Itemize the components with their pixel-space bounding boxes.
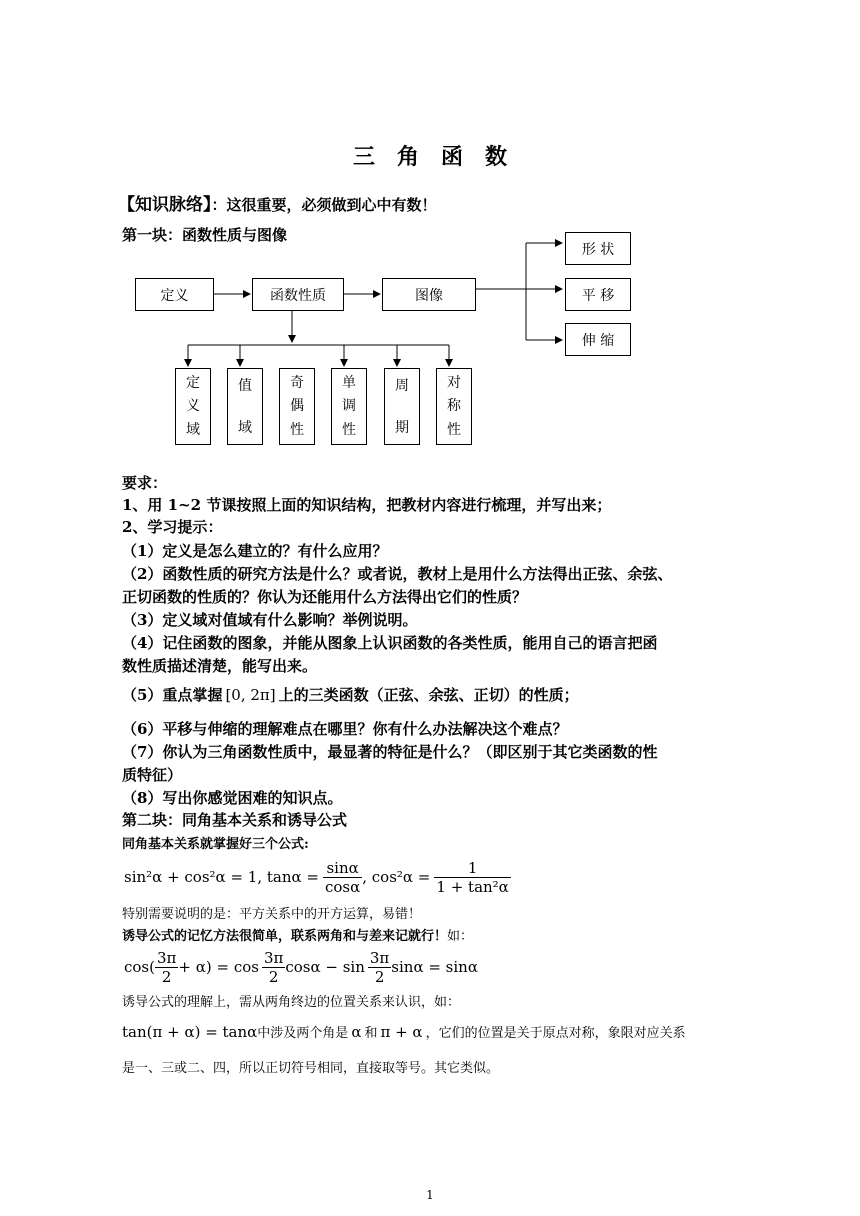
prop-period: 周 期 [384, 368, 420, 445]
block2-heading: 第二块：同角基本关系和诱导公式 [122, 811, 348, 829]
hint-6: （6）平移与伸缩的理解难点在哪里？你有什么办法解决这个难点？ [122, 720, 568, 738]
requirements-heading: 要求： [122, 474, 168, 492]
page-title: 三 角 函 数 [352, 144, 507, 170]
interval-math: [0, 2π] [225, 686, 276, 704]
note-terminal-side: 诱导公式的理解上，需从两角终边的位置关系来认识，如： [122, 995, 461, 1010]
knowledge-text: ：这很重要，必须做到心中有数！ [211, 196, 437, 214]
hint-7b: 质特征） [122, 766, 183, 784]
prop-range: 值 域 [227, 368, 263, 445]
box-properties: 函数性质 [252, 278, 344, 311]
hint-4a: （4）记住函数的图象，并能从图象上认识函数的各类性质，能用自己的语言把函 [122, 634, 658, 652]
knowledge-label: 【知识脉络】 [118, 195, 212, 215]
box-definition: 定义 [135, 278, 214, 311]
paragraph-example-line2: 是一、三或二、四，所以正切符号相同，直接取等号。其它类似。 [122, 1061, 500, 1076]
hint-8: （8）写出你感觉困难的知识点。 [122, 789, 343, 807]
requirement-1: 1、用 1~2 节课按照上面的知识结构，把教材内容进行梳理，并写出来； [122, 496, 612, 514]
page-number: 1 [426, 1188, 434, 1202]
hint-7a: （7）你认为三角函数性质中，最显著的特征是什么？（即区别于其它类函数的性 [122, 743, 658, 761]
prop-monotonicity: 单 调 性 [331, 368, 367, 445]
hint-1: （1）定义是怎么建立的？有什么应用？ [122, 542, 388, 560]
block1-heading: 第一块：函数性质与图像 [122, 226, 288, 244]
formula-induction: cos( $\frac{3\pi}{2}$ + α) = cos $\frac{3\pi}{2}$ cosα − sin $\frac{3\pi}{2}$ sinα = sinα [124, 948, 478, 986]
note-square-root: 特别需要说明的是：平方关系中的开方运算，易错！ [122, 907, 422, 922]
hint-2b: 正切函数的性质的？你认为还能用什么方法得出它们的性质？ [122, 588, 528, 606]
note-mnemonic: 诱导公式的记忆方法很简单，联系两角和与差来记就行！如： [122, 929, 474, 944]
prop-symmetry: 对 称 性 [436, 368, 472, 445]
diagram-connectors [0, 0, 860, 460]
prop-parity: 奇 偶 性 [279, 368, 315, 445]
box-translate: 平 移 [565, 278, 631, 311]
prop-domain: 定 义 域 [175, 368, 211, 445]
hint-3: （3）定义域对值域有什么影响？举例说明。 [122, 611, 418, 629]
box-stretch: 伸 缩 [565, 323, 631, 356]
requirement-2: 2、学习提示： [122, 518, 223, 536]
hint-4b: 数性质描述清楚，能写出来。 [122, 657, 318, 675]
box-shape: 形 状 [565, 232, 631, 265]
formula-identities: sin²α + cos²α = 1, tanα = $\frac{\sin\alpha}{\cos\alpha}$ , cos²α = $\frac{1}{\text{1 + tan²α}}$ [124, 858, 509, 896]
box-graph: 图像 [382, 278, 476, 311]
paragraph-example-line1: tan(π + α) = tanα中涉及两个角是 α 和 π + α ，它们的位置是关于原点对称，象限对应关系 [122, 1023, 686, 1041]
block2-intro: 同角基本关系就掌握好三个公式: [122, 837, 309, 852]
hint-2a: （2）函数性质的研究方法是什么？或者说，教材上是用什么方法得出正弦、余弦、 [122, 565, 673, 583]
hint-5: （5）重点掌握 [0, 2π] 上的三类函数（正弦、余弦、正切）的性质； [122, 686, 579, 704]
